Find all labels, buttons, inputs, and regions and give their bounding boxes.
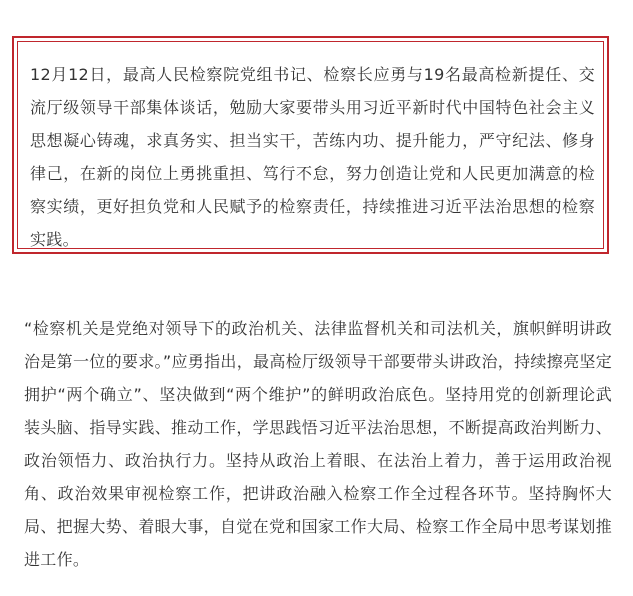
summary-inner-frame [17, 41, 604, 249]
article-paragraph: “检察机关是党绝对领导下的政治机关、法律监督机关和司法机关，旗帜鲜明讲政治是第一位的要求。”应勇指出，最高检厅级领导干部要带头讲政治，持续擦亮坚定拥护“两个确立”、坚决做到“两个维护”的鲜明政治底色。坚持用党的创新理论武装头脑、指导实践、推动工作，学思践悟习近平法治思想，不断提高政治判断力、政治领悟力、政治执行力。坚持从政治上着眼、在法治上着力，善于运用政治视角、政治效果审视检察工作，把讲政治融入检察工作全过程各环节。坚持胸怀大局、把握大势、着眼大事，自觉在党和国家工作大局、检察工作全局中思考谋划推进工作。 [24, 319, 612, 569]
summary-paragraph: 12月12日，最高人民检察院党组书记、检察长应勇与19名最高检新提任、交流厅级领导干部集体谈话，勉励大家要带头用习近平新时代中国特色社会主义思想凝心铸魂，求真务实、担当实干，苦练内功、提升能力，严守纪法、修身律己，在新的岗位上勇挑重担、笃行不怠，努力创造让党和人民更加满意的检察实绩，更好担负党和人民赋予的检察责任，持续推进习近平法治思想的检察实践。 [30, 65, 595, 249]
summary-frame [12, 36, 609, 254]
